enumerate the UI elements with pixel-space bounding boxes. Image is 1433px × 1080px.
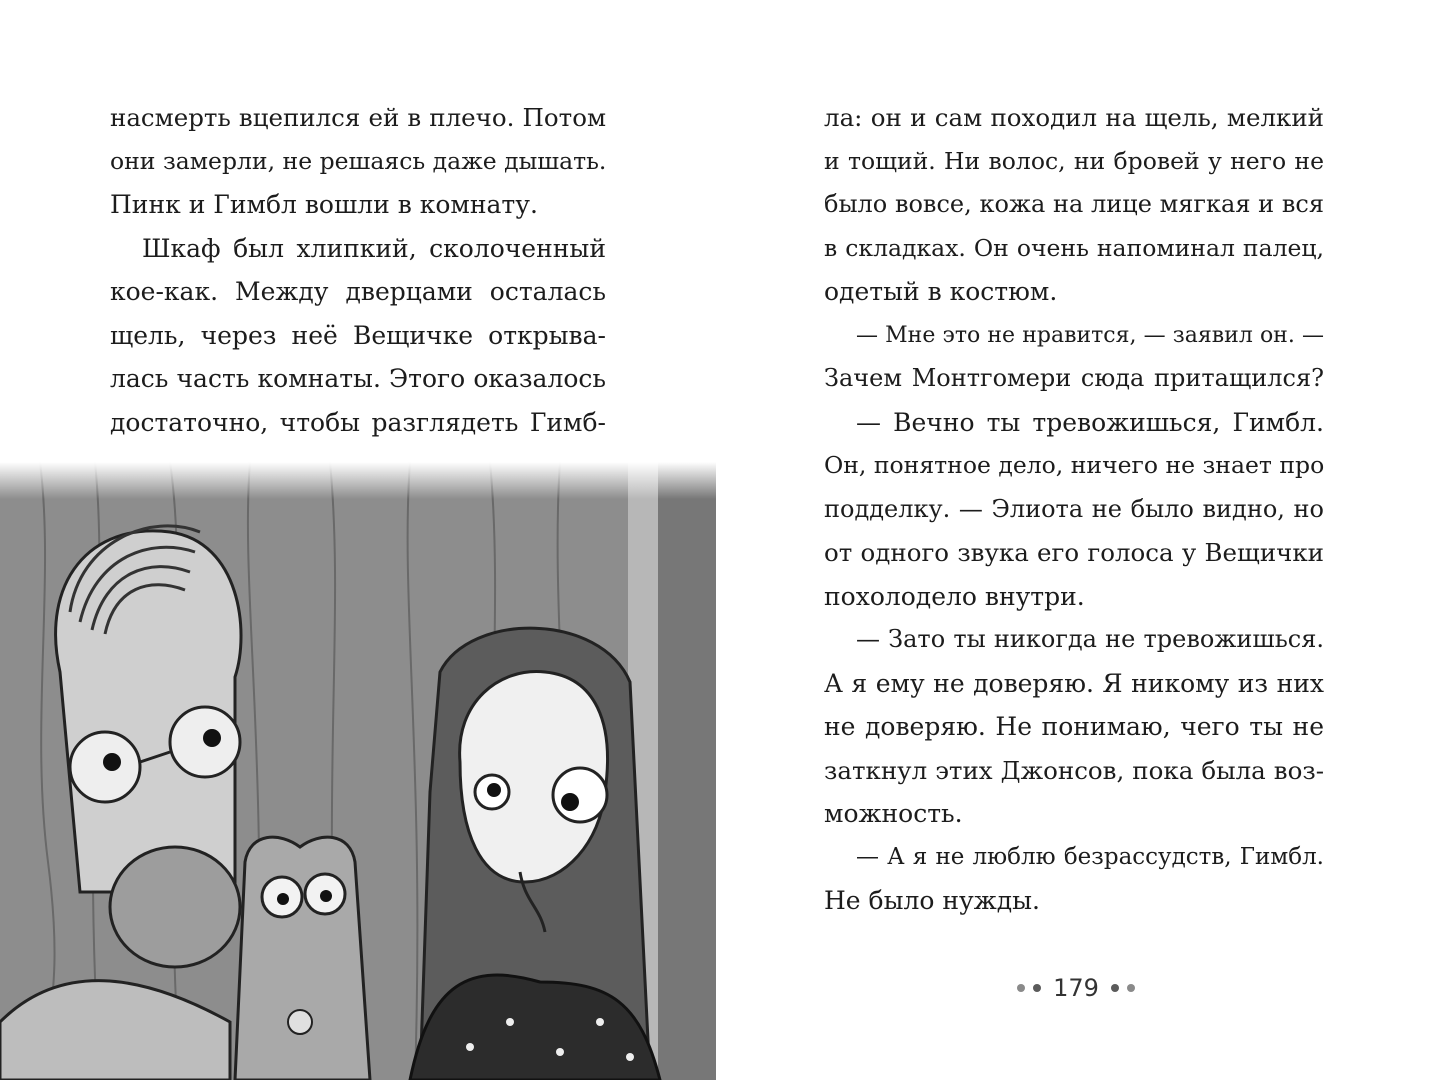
text-line: Зачем Монтгомери сюда притащился?: [824, 364, 1324, 392]
text-line: Пинк и Гимбл вошли в комнату.: [110, 190, 538, 219]
text-line: насмерть вцепился ей в плечо. Потом: [110, 103, 606, 132]
text-line: подделку. — Элиота не было видно, но: [824, 494, 1324, 523]
illustration-drawing: [0, 462, 716, 1080]
text-line: Он, понятное дело, ничего не знает про: [824, 451, 1325, 479]
illustration: [0, 462, 716, 1080]
folio-dot-icon: [1017, 984, 1025, 992]
text-line: щель, через неё Вещичке открыва-: [110, 320, 606, 350]
text-line: не доверяю. Не понимаю, чего ты не: [824, 712, 1324, 741]
text-line: лась часть комнаты. Этого оказалось: [110, 364, 606, 393]
left-page-text: [110, 96, 606, 444]
text-line: можность.: [824, 799, 963, 828]
folio-dot-icon: [1127, 984, 1135, 992]
text-line: А я ему не доверяю. Я никому из них: [824, 668, 1324, 698]
folio-dot-icon: [1033, 984, 1041, 992]
text-line: похолодело внутри.: [824, 581, 1085, 611]
left-page: [0, 0, 716, 1080]
text-line: кое-как. Между дверцами осталась: [110, 277, 606, 306]
folio-dot-icon: [1111, 984, 1119, 992]
text-line: в складках. Он очень напоминал палец,: [824, 233, 1324, 262]
text-line: и тощий. Ни волос, ни бровей у него не: [824, 146, 1324, 175]
page-number: 179: [1053, 974, 1099, 1002]
text-line: достаточно, чтобы разглядеть Гимб-: [110, 407, 606, 437]
text-line: от одного звука его голоса у Вещички: [824, 538, 1324, 567]
text-line: — Вечно ты тревожишься, Гимбл.: [856, 407, 1324, 437]
text-line: заткнул этих Джонсов, пока была воз-: [824, 755, 1324, 785]
text-line: одетый в костюм.: [824, 277, 1058, 306]
text-line: — А я не люблю безрассудств, Гимбл.: [856, 843, 1324, 870]
text-line: Не было нужды.: [824, 886, 1040, 915]
text-line: они замерли, не решаясь даже дышать.: [110, 146, 607, 175]
text-line: Шкаф был хлипкий, сколоченный: [142, 233, 606, 263]
page-number-folio: [1016, 968, 1136, 1008]
right-page-text: [824, 96, 1324, 923]
right-page: [716, 0, 1433, 1080]
text-line: было вовсе, кожа на лице мягкая и вся: [824, 190, 1324, 218]
text-line: — Зато ты никогда не тревожишься.: [856, 625, 1324, 653]
text-line: ла: он и сам походил на щель, мелкий: [824, 103, 1324, 132]
text-line: — Мне это не нравится, — заявил он. —: [856, 322, 1324, 348]
